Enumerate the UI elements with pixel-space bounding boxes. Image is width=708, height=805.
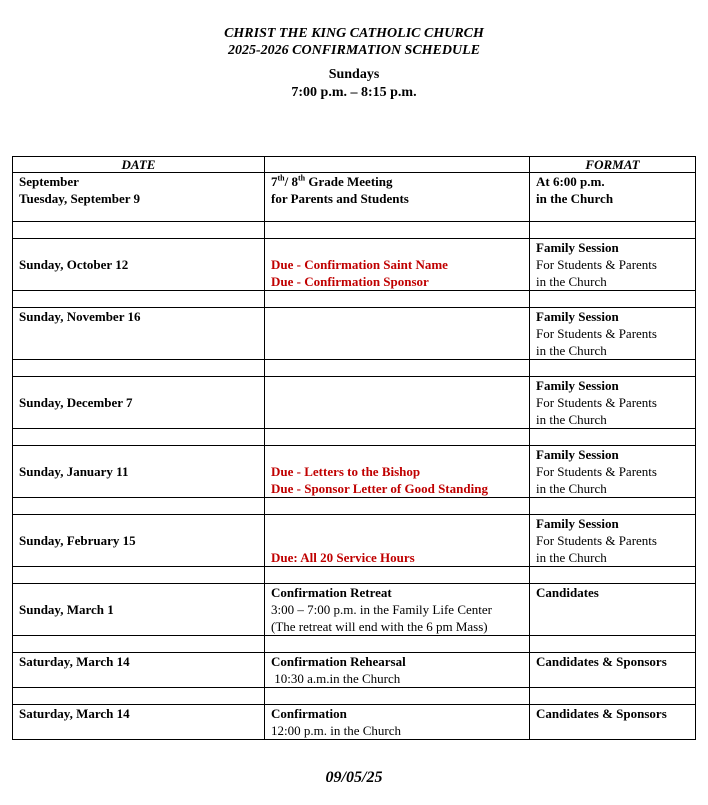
format-line: Family Session [536,447,619,462]
format-line: in the Church [536,412,607,427]
spacer-row [13,636,696,653]
date-cell: Sunday, March 1 [13,584,265,636]
session-day: Sundays [328,67,380,82]
format-line: At 6:00 p.m. [536,174,605,189]
column-header-date: DATE [13,157,265,173]
spacer-row [13,688,696,705]
format-line: in the Church [536,274,607,289]
event-line: Confirmation Retreat [271,585,392,600]
date-cell [13,173,265,222]
table-row [13,308,696,360]
event-line: 3:00 – 7:00 p.m. in the Family Life Center [271,602,492,617]
schedule-title: 2025-2026 CONFIRMATION SCHEDULE [227,43,481,58]
date-cell: Sunday, January 11 [13,446,265,498]
schedule-table [12,156,696,740]
format-line: For Students & Parents [536,257,657,272]
format-line: For Students & Parents [536,533,657,548]
column-header-format: FORMAT [530,157,696,173]
format-line: For Students & Parents [536,326,657,341]
event-cell [265,239,530,291]
format-cell [530,446,696,498]
table-row [13,515,696,567]
event-cell [265,308,530,360]
event-cell [265,446,530,498]
due-item: Due - Letters to the Bishop [271,464,421,479]
format-cell [530,239,696,291]
date-line: September [19,174,79,189]
format-line: in the Church [536,550,607,565]
event-cell [265,653,530,688]
spacer-row [13,222,696,239]
event-cell [265,173,530,222]
church-name: CHRIST THE KING CATHOLIC CHURCH [224,26,484,41]
format-line: For Students & Parents [536,464,657,479]
spacer-row [13,567,696,584]
date-cell: Sunday, November 16 [13,308,265,360]
event-line: 12:00 p.m. in the Church [271,723,401,738]
format-line: in the Church [536,191,614,206]
event-cell [265,705,530,740]
format-cell [530,377,696,429]
format-line: Family Session [536,309,619,324]
event-line: Confirmation Rehearsal [271,654,406,669]
table-row [13,377,696,429]
spacer-row [13,360,696,377]
event-line: (The retreat will end with the 6 pm Mass) [271,619,488,634]
event-line: 7th/ 8th Grade Meeting [271,173,393,189]
event-cell [265,515,530,567]
format-line: in the Church [536,481,607,496]
format-line: Family Session [536,516,619,531]
format-cell [530,308,696,360]
event-cell [265,377,530,429]
table-row [13,446,696,498]
due-item: Due: All 20 Service Hours [271,550,415,565]
due-item: Due - Sponsor Letter of Good Standing [271,481,488,496]
spacer-row [13,498,696,515]
date-cell: Saturday, March 14 [13,705,265,740]
table-row [13,584,696,636]
format-line: Family Session [536,378,619,393]
format-line: Family Session [536,240,619,255]
event-line: Confirmation [271,706,347,721]
format-cell: Candidates & Sponsors [530,705,696,740]
spacer-row [13,429,696,446]
date-cell: Saturday, March 14 [13,653,265,688]
format-cell [530,173,696,222]
format-cell: Candidates [530,584,696,636]
format-line: For Students & Parents [536,395,657,410]
format-cell [530,515,696,567]
due-item: Due - Confirmation Saint Name [271,257,448,272]
event-cell [265,584,530,636]
event-line: 10:30 a.m.in the Church [271,671,401,686]
revision-date: 09/05/25 [325,769,383,786]
spacer-row [13,291,696,308]
date-line: Tuesday, September 9 [19,191,140,206]
table-row [13,705,696,740]
date-cell: Sunday, February 15 [13,515,265,567]
session-time: 7:00 p.m. – 8:15 p.m. [291,85,417,100]
date-cell: Sunday, December 7 [13,377,265,429]
event-line: for Parents and Students [271,191,409,206]
column-header-middle [265,157,530,173]
format-cell: Candidates & Sponsors [530,653,696,688]
table-row [13,239,696,291]
date-cell: Sunday, October 12 [13,239,265,291]
table-row [13,173,696,222]
format-line: in the Church [536,343,607,358]
table-header-row [13,157,696,173]
due-item: Due - Confirmation Sponsor [271,274,429,289]
table-row [13,653,696,688]
